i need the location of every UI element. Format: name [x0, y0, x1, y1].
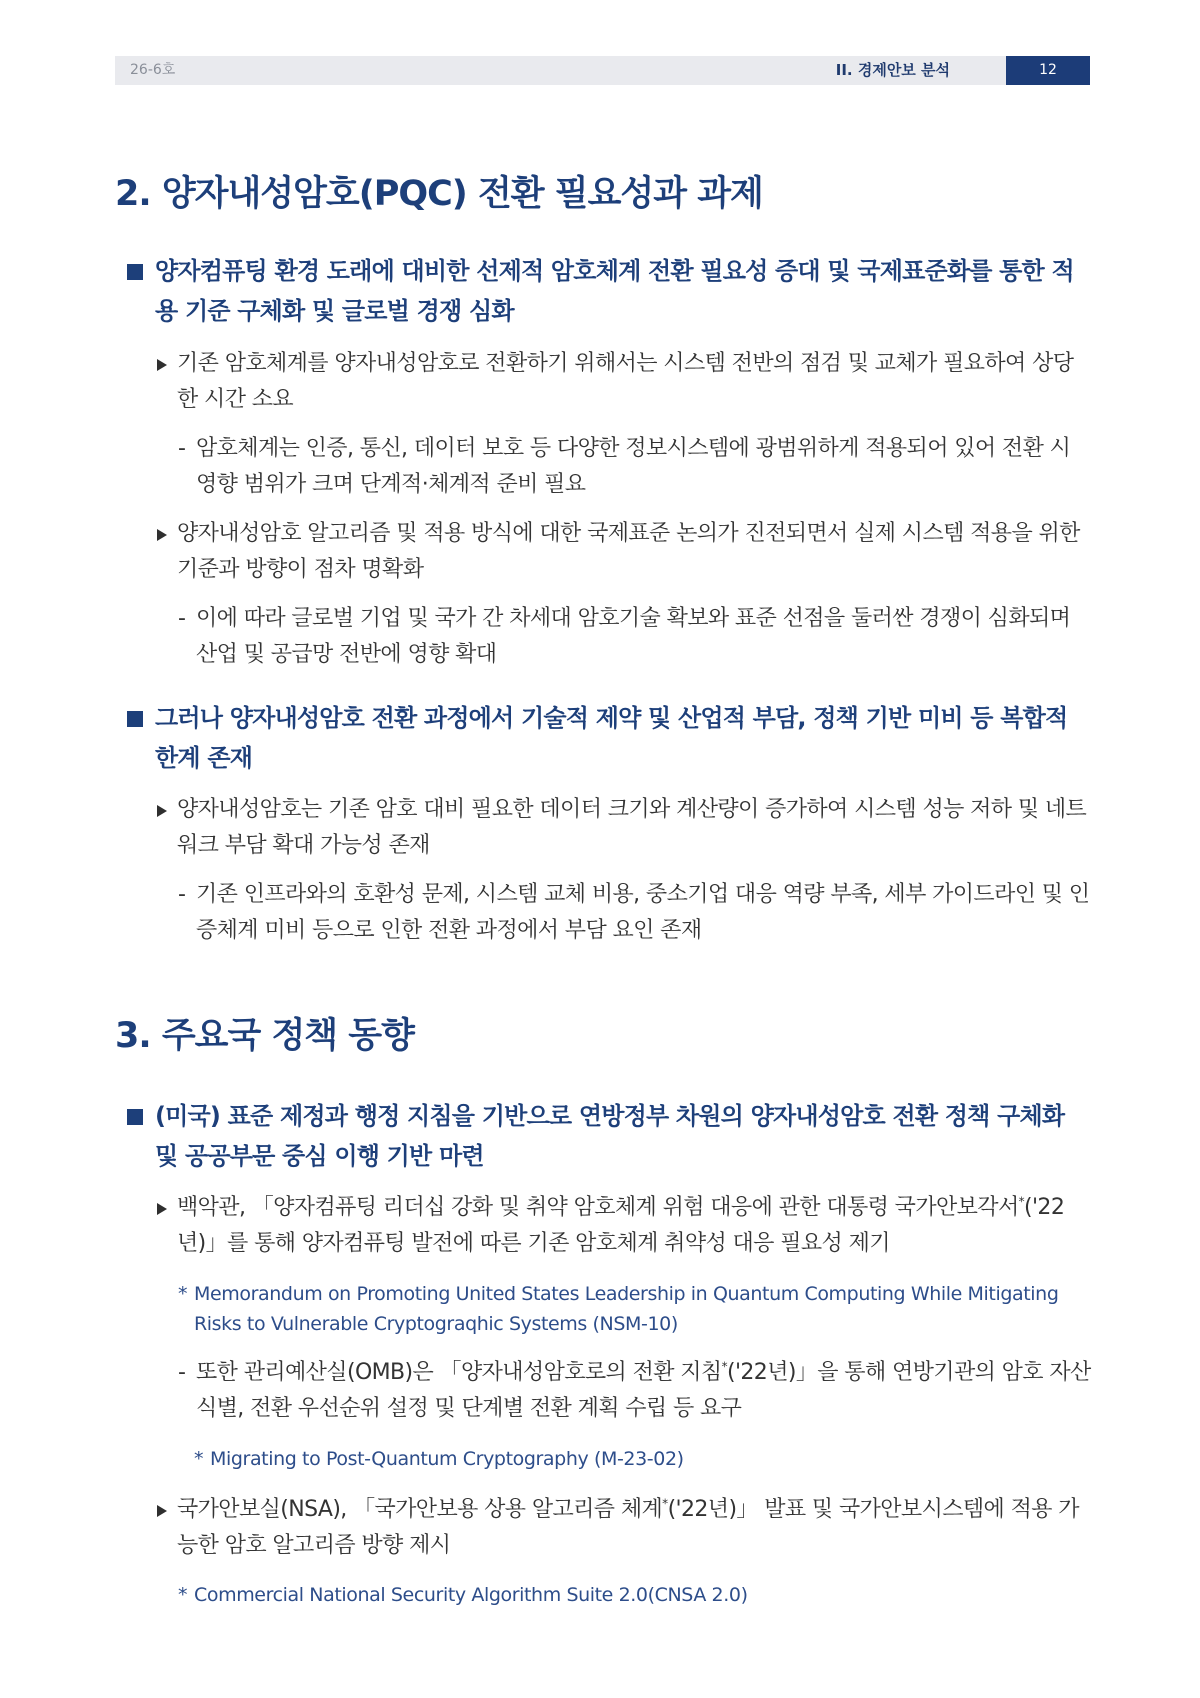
dash-mark: -	[178, 436, 186, 461]
footnote-asterisk: *	[178, 1283, 188, 1305]
triangle-bullet-item: 국가안보실(NSA), 「국가안보용 상용 알고리즘 체계*('22년)」 발표 및 국가안보시스템에 적용 가능한 암호 알고리즘 방향 제시	[155, 1492, 1092, 1564]
triangle-bullet-item: 양자내성암호는 기존 암호 대비 필요한 데이터 크기와 계산량이 증가하여 시스템 성능 저하 및 네트워크 부담 확대 가능성 존재	[155, 792, 1092, 864]
square-bullet: 그러나 양자내성암호 전환 과정에서 기술적 제약 및 산업적 부담, 정책 기반 미비 등 복합적 한계 존재	[127, 698, 1092, 778]
footnote-marker: *	[662, 1496, 668, 1511]
triangle-bullet-icon	[157, 1203, 167, 1215]
triangle-bullet-icon	[157, 1505, 167, 1517]
square-bullet-icon	[127, 264, 143, 280]
triangle-bullet-icon	[157, 359, 167, 371]
footnote-asterisk: *	[178, 1584, 188, 1606]
triangle-bullet-icon	[157, 805, 167, 817]
footnote: * Migrating to Post-Quantum Cryptography (M-23-02)	[194, 1444, 1092, 1474]
footnote-asterisk: *	[194, 1448, 204, 1470]
triangle-bullet-item: 백악관, 「양자컴퓨팅 리더십 강화 및 취약 암호체계 위험 대응에 관한 대통령 국가안보각서*('22년)」를 통해 양자컴퓨팅 발전에 따른 기존 암호체계 취약성 대응 필요성 제기	[155, 1190, 1092, 1262]
footnote-marker: *	[721, 1359, 727, 1374]
dash-item: - 기존 인프라와의 호환성 문제, 시스템 교체 비용, 중소기업 대응 역량 부족, 세부 가이드라인 및 인증체계 미비 등으로 인한 전환 과정에서 부담 요인 존재	[178, 877, 1092, 949]
dash-item: - 암호체계는 인증, 통신, 데이터 보호 등 다양한 정보시스템에 광범위하게 적용되어 있어 전환 시 영향 범위가 크며 단계적·체계적 준비 필요	[178, 431, 1092, 503]
square-bullet: (미국) 표준 제정과 행정 지침을 기반으로 연방정부 차원의 양자내성암호 전환 정책 구체화 및 공공부문 중심 이행 기반 마련	[127, 1096, 1092, 1176]
issue-number: 26-6호	[130, 62, 176, 78]
section-3-title: 3. 주요국 정책 동향	[115, 1016, 414, 1056]
footnote: * Memorandum on Promoting United States Leadership in Quantum Computing While Mitigating Risks to Vulnerable Cryptograqhic Systems (NSM-10)	[178, 1279, 1093, 1339]
square-bullet: 양자컴퓨팅 환경 도래에 대비한 선제적 암호체계 전환 필요성 증대 및 국제표준화를 통한 적용 기준 구체화 및 글로벌 경쟁 심화	[127, 251, 1092, 331]
dash-item: - 이에 따라 글로벌 기업 및 국가 간 차세대 암호기술 확보와 표준 선점을 둘러싼 경쟁이 심화되며 산업 및 공급망 전반에 영향 확대	[178, 601, 1092, 673]
square-bullet-icon	[127, 711, 143, 727]
triangle-bullet-item: 양자내성암호 알고리즘 및 적용 방식에 대한 국제표준 논의가 진전되면서 실제 시스템 적용을 위한 기준과 방향이 점차 명확화	[155, 516, 1092, 588]
square-bullet-icon	[127, 1109, 143, 1125]
footnote-marker: *	[1018, 1194, 1024, 1209]
footnote: * Commercial National Security Algorithm Suite 2.0(CNSA 2.0)	[178, 1580, 1093, 1610]
triangle-bullet-icon	[157, 529, 167, 541]
page-number: 12	[1006, 56, 1090, 85]
section-2-title: 2. 양자내성암호(PQC) 전환 필요성과 과제	[115, 174, 763, 214]
section-label: II. 경제안보 분석	[835, 61, 950, 79]
page-header	[115, 56, 1090, 85]
dash-item: - 또한 관리예산실(OMB)은 「양자내성암호로의 전환 지침*('22년)」을 통해 연방기관의 암호 자산 식별, 전환 우선순위 설정 및 단계별 전환 계획 수립 등 요구	[178, 1355, 1092, 1427]
triangle-bullet-item: 기존 암호체계를 양자내성암호로 전환하기 위해서는 시스템 전반의 점검 및 교체가 필요하여 상당한 시간 소요	[155, 346, 1092, 418]
dash-mark: -	[178, 1360, 186, 1385]
dash-mark: -	[178, 882, 186, 907]
dash-mark: -	[178, 606, 186, 631]
